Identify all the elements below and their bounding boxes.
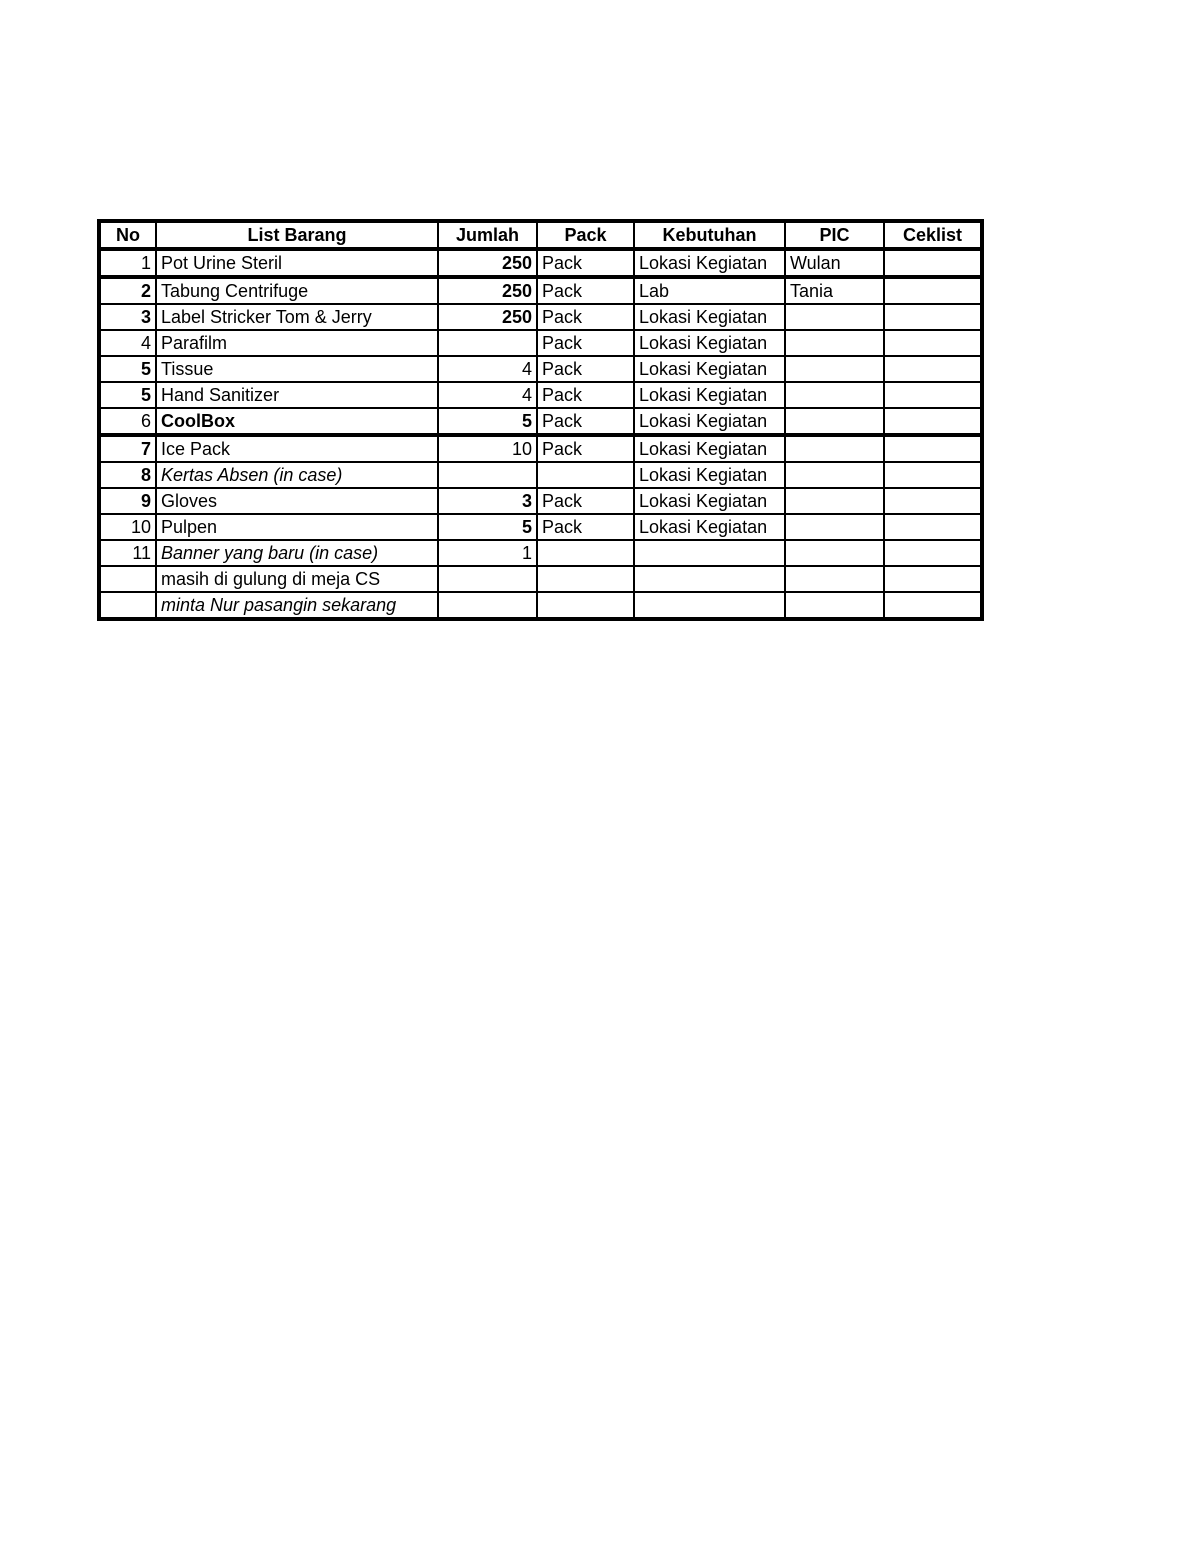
cell-item: Kertas Absen (in case) <box>156 462 438 488</box>
cell-check <box>884 514 982 540</box>
cell-check <box>884 592 982 619</box>
cell-qty <box>438 462 537 488</box>
cell-item: Parafilm <box>156 330 438 356</box>
cell-qty: 5 <box>438 514 537 540</box>
table-row <box>99 249 982 277</box>
cell-no: 4 <box>99 330 156 356</box>
cell-pic <box>785 514 884 540</box>
cell-item: masih di gulung di meja CS <box>156 566 438 592</box>
cell-need: Lokasi Kegiatan <box>634 249 785 277</box>
table-row <box>99 356 982 382</box>
cell-item: Banner yang baru (in case) <box>156 540 438 566</box>
cell-pack: Pack <box>537 356 634 382</box>
header-jumlah: Jumlah <box>438 221 537 249</box>
cell-check <box>884 249 982 277</box>
cell-pic <box>785 488 884 514</box>
cell-pack: Pack <box>537 408 634 435</box>
item-checklist-table <box>97 219 984 621</box>
header-list-barang: List Barang <box>156 221 438 249</box>
header-row <box>99 221 982 249</box>
cell-pic <box>785 382 884 408</box>
table-row <box>99 408 982 435</box>
table-row <box>99 382 982 408</box>
cell-no <box>99 566 156 592</box>
cell-pack <box>537 566 634 592</box>
cell-pic <box>785 330 884 356</box>
cell-item: Pulpen <box>156 514 438 540</box>
cell-no: 2 <box>99 277 156 304</box>
cell-qty: 250 <box>438 277 537 304</box>
header-no: No <box>99 221 156 249</box>
cell-pic: Wulan <box>785 249 884 277</box>
cell-no: 6 <box>99 408 156 435</box>
cell-qty: 4 <box>438 382 537 408</box>
table-row <box>99 304 982 330</box>
cell-qty: 5 <box>438 408 537 435</box>
cell-qty: 3 <box>438 488 537 514</box>
cell-qty: 250 <box>438 304 537 330</box>
cell-qty <box>438 566 537 592</box>
cell-item: Ice Pack <box>156 435 438 462</box>
table-row <box>99 514 982 540</box>
cell-pack: Pack <box>537 249 634 277</box>
cell-pic: Tania <box>785 277 884 304</box>
cell-pack: Pack <box>537 488 634 514</box>
cell-no: 10 <box>99 514 156 540</box>
cell-no: 7 <box>99 435 156 462</box>
cell-no: 5 <box>99 356 156 382</box>
cell-need: Lokasi Kegiatan <box>634 488 785 514</box>
cell-check <box>884 277 982 304</box>
cell-item: Tissue <box>156 356 438 382</box>
cell-pack: Pack <box>537 304 634 330</box>
header-ceklist: Ceklist <box>884 221 982 249</box>
cell-pack <box>537 540 634 566</box>
cell-item: Hand Sanitizer <box>156 382 438 408</box>
table-row <box>99 462 982 488</box>
table-row <box>99 566 982 592</box>
cell-need: Lokasi Kegiatan <box>634 356 785 382</box>
cell-qty: 10 <box>438 435 537 462</box>
table-row <box>99 277 982 304</box>
cell-check <box>884 435 982 462</box>
cell-need <box>634 592 785 619</box>
cell-pic <box>785 304 884 330</box>
cell-need: Lokasi Kegiatan <box>634 304 785 330</box>
cell-pic <box>785 592 884 619</box>
table-row <box>99 435 982 462</box>
cell-pack <box>537 592 634 619</box>
cell-need: Lokasi Kegiatan <box>634 408 785 435</box>
cell-need <box>634 566 785 592</box>
cell-check <box>884 566 982 592</box>
cell-item: CoolBox <box>156 408 438 435</box>
header-pack: Pack <box>537 221 634 249</box>
cell-no <box>99 592 156 619</box>
cell-no: 9 <box>99 488 156 514</box>
table-row <box>99 488 982 514</box>
cell-qty: 250 <box>438 249 537 277</box>
cell-check <box>884 462 982 488</box>
cell-item: Gloves <box>156 488 438 514</box>
cell-qty <box>438 330 537 356</box>
cell-no: 11 <box>99 540 156 566</box>
cell-check <box>884 356 982 382</box>
cell-need: Lab <box>634 277 785 304</box>
cell-pic <box>785 356 884 382</box>
cell-pack: Pack <box>537 330 634 356</box>
cell-qty <box>438 592 537 619</box>
table-row <box>99 592 982 619</box>
cell-need: Lokasi Kegiatan <box>634 514 785 540</box>
cell-need: Lokasi Kegiatan <box>634 462 785 488</box>
cell-check <box>884 488 982 514</box>
cell-no: 8 <box>99 462 156 488</box>
cell-pic <box>785 408 884 435</box>
cell-check <box>884 304 982 330</box>
cell-pack: Pack <box>537 277 634 304</box>
cell-pic <box>785 566 884 592</box>
cell-need: Lokasi Kegiatan <box>634 382 785 408</box>
header-kebutuhan: Kebutuhan <box>634 221 785 249</box>
cell-pack: Pack <box>537 514 634 540</box>
cell-pack <box>537 462 634 488</box>
cell-pack: Pack <box>537 382 634 408</box>
table-row <box>99 540 982 566</box>
cell-check <box>884 382 982 408</box>
cell-check <box>884 540 982 566</box>
cell-pack: Pack <box>537 435 634 462</box>
cell-pic <box>785 435 884 462</box>
cell-check <box>884 408 982 435</box>
cell-need <box>634 540 785 566</box>
header-pic: PIC <box>785 221 884 249</box>
cell-no: 1 <box>99 249 156 277</box>
cell-need: Lokasi Kegiatan <box>634 435 785 462</box>
cell-item: minta Nur pasangin sekarang <box>156 592 438 619</box>
cell-pic <box>785 462 884 488</box>
table-row <box>99 330 982 356</box>
cell-check <box>884 330 982 356</box>
cell-pic <box>785 540 884 566</box>
cell-item: Label Stricker Tom & Jerry <box>156 304 438 330</box>
cell-no: 3 <box>99 304 156 330</box>
cell-item: Tabung Centrifuge <box>156 277 438 304</box>
cell-qty: 1 <box>438 540 537 566</box>
cell-need: Lokasi Kegiatan <box>634 330 785 356</box>
cell-qty: 4 <box>438 356 537 382</box>
cell-no: 5 <box>99 382 156 408</box>
cell-item: Pot Urine Steril <box>156 249 438 277</box>
